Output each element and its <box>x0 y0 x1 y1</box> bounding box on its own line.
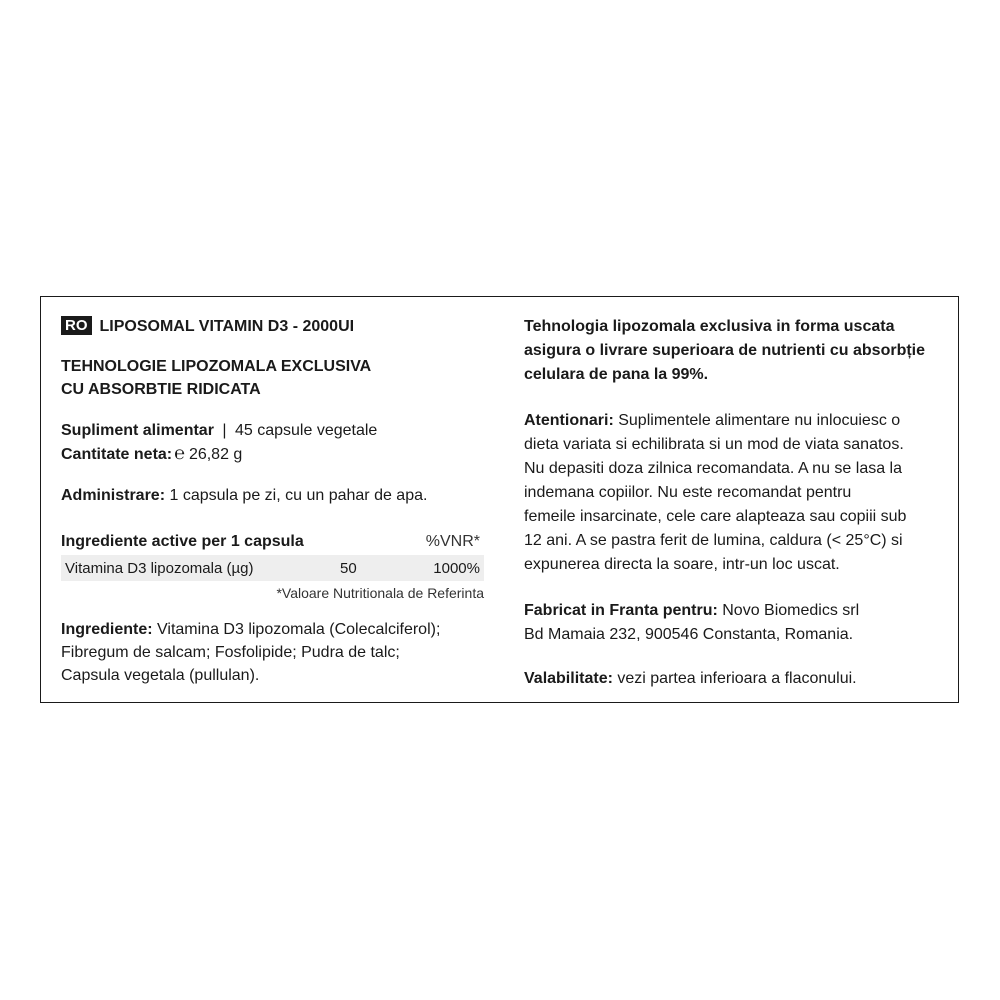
intro-line-1: Tehnologia lipozomala exclusiva in forma uscata <box>524 318 895 335</box>
warnings-line-5: femeile insarcinate, cele care alapteaza sau copiii sub <box>524 508 907 525</box>
net-quantity-label: Cantitate neta: <box>61 446 173 463</box>
net-quantity-line <box>61 442 491 466</box>
ingredients-label: Ingrediente: <box>61 621 153 638</box>
supplement-label: Supliment alimentar <box>61 422 214 439</box>
table-cell-amount: 50 <box>340 559 357 577</box>
table-cell-name: Vitamina D3 lipozomala (µg) <box>65 559 254 577</box>
validity-value: vezi partea inferioara a flaconului. <box>617 670 857 687</box>
ingredients-line-2: Fibregum de salcam; Fosfolipide; Pudra de talc; <box>61 644 400 661</box>
warnings-first-line: Suplimentele alimentare nu inlocuiesc o <box>618 412 901 429</box>
manufacturer-name: Novo Biomedics srl <box>722 602 860 619</box>
administration-label: Administrare: <box>61 487 166 504</box>
administration-value: 1 capsula pe zi, cu un pahar de apa. <box>169 487 428 504</box>
warnings-line-4: indemana copiilor. Nu este recomandat pentru <box>524 484 852 501</box>
product-label <box>40 296 959 703</box>
table-header-vnr: %VNR* <box>425 533 480 550</box>
warnings-line-7: expunerea directa la soare, intr-un loc uscat. <box>524 556 840 573</box>
language-badge: RO <box>61 316 92 335</box>
warnings-line-6: 12 ani. A se pastra ferit de lumina, caldura (< 25°C) si <box>524 532 903 549</box>
table-row <box>61 555 484 581</box>
left-column <box>61 315 491 687</box>
tech-heading-line-1: TEHNOLOGIE LIPOZOMALA EXCLUSIVA <box>61 358 372 375</box>
manufacturer-line-1 <box>524 599 949 623</box>
manufacturer-label: Fabricat in Franta pentru: <box>524 602 718 619</box>
manufacturer-address: Bd Mamaia 232, 900546 Constanta, Romania. <box>524 626 854 643</box>
validity-label: Valabilitate: <box>524 670 613 687</box>
right-column <box>524 315 949 691</box>
ingredients-text-1: Vitamina D3 lipozomala (Colecalciferol); <box>157 621 441 638</box>
validity-line <box>524 667 949 691</box>
supplement-value: 45 capsule vegetale <box>234 422 378 439</box>
table-cell-vnr: 1000% <box>433 559 480 577</box>
ingredients-line-3: Capsula vegetala (pullulan). <box>61 667 260 684</box>
administration-line <box>61 484 491 507</box>
product-title-line <box>61 315 491 338</box>
table-header-label: Ingrediente active per 1 capsula <box>61 533 304 550</box>
supplement-line <box>61 419 491 442</box>
net-quantity-value: 26,82 g <box>188 446 243 463</box>
warnings-line-3: Nu depasiti doza zilnica recomandata. A nu se lasa la <box>524 460 903 477</box>
warnings-label: Atentionari: <box>524 412 614 429</box>
table-header <box>61 525 484 551</box>
active-ingredients-table <box>61 525 484 601</box>
table-footnote: *Valoare Nutritionala de Referinta <box>276 585 484 601</box>
ingredients-line-1 <box>61 618 491 641</box>
intro-line-3: celulara de pana la 99%. <box>524 366 709 383</box>
supplement-separator: | <box>222 422 227 439</box>
warnings-line-1 <box>524 409 949 433</box>
warnings-line-2: dieta variata si echilibrata si un mod de viata sanatos. <box>524 436 904 453</box>
estimated-sign-icon: ℮ <box>174 443 185 463</box>
intro-line-2: asigura o livrare superioara de nutrienti cu absorbție <box>524 342 926 359</box>
product-title: LIPOSOMAL VITAMIN D3 - 2000UI <box>99 318 355 335</box>
tech-heading-line-2: CU ABSORBTIE RIDICATA <box>61 381 261 398</box>
